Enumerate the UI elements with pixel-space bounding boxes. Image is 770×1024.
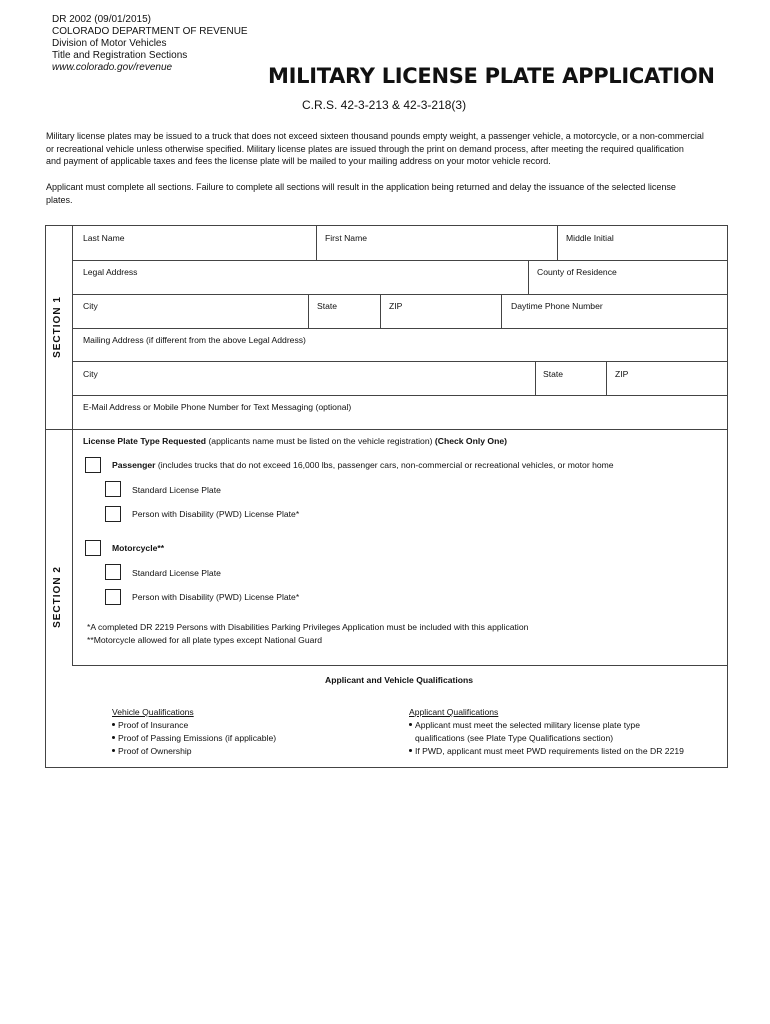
agency-header xyxy=(52,14,248,74)
passenger-checkbox[interactable] xyxy=(85,457,101,473)
column-divider xyxy=(316,225,317,260)
bullet-icon xyxy=(112,736,115,739)
passenger-label xyxy=(112,460,614,470)
column-divider xyxy=(535,361,536,395)
bullet-icon xyxy=(112,749,115,752)
row-divider xyxy=(72,260,728,261)
intro-paragraph xyxy=(46,130,726,168)
column-divider xyxy=(501,294,502,328)
applicant-qual-item-text: If PWD, applicant must meet PWD requirements listed on the DR 2219 xyxy=(415,746,684,756)
vehicle-qual-item xyxy=(112,733,276,743)
statute-reference: C.R.S. 42-3-213 & 42-3-218(3) xyxy=(302,98,467,112)
intro-line: and payment of applicable taxes and fees the license plate will be mailed to your mailing address on your motor vehicle record. xyxy=(46,156,551,166)
mailing-zip-field[interactable]: ZIP xyxy=(615,369,629,379)
application-form xyxy=(45,225,728,768)
zip-field[interactable]: ZIP xyxy=(389,301,403,311)
state-field[interactable]: State xyxy=(317,301,338,311)
row-divider xyxy=(72,328,728,329)
row-divider xyxy=(72,294,728,295)
qualifications-heading: Applicant and Vehicle Qualifications xyxy=(325,675,474,685)
department-name: COLORADO DEPARTMENT OF REVENUE xyxy=(52,26,248,37)
last-name-field[interactable]: Last Name xyxy=(83,233,125,243)
section-1-label: SECTION 1 xyxy=(52,296,63,358)
motorcycle-footnote: **Motorcycle allowed for all plate types except National Guard xyxy=(87,635,323,645)
vehicle-qualifications-title: Vehicle Qualifications xyxy=(112,707,194,717)
section-label-divider xyxy=(72,225,73,665)
city-field[interactable]: City xyxy=(83,301,98,311)
legal-address-field[interactable]: Legal Address xyxy=(83,267,138,277)
vehicle-qual-item xyxy=(112,746,192,756)
applicant-qual-item-text: Applicant must meet the selected military license plate type xyxy=(415,720,640,730)
bullet-icon xyxy=(409,749,412,752)
column-divider xyxy=(557,225,558,260)
section-2-label: SECTION 2 xyxy=(52,566,63,628)
applicant-qual-item xyxy=(409,746,684,756)
motorcycle-standard-label: Standard License Plate xyxy=(132,568,221,578)
middle-initial-field[interactable]: Middle Initial xyxy=(566,233,614,243)
county-field[interactable]: County of Residence xyxy=(537,267,617,277)
first-name-field[interactable]: First Name xyxy=(325,233,368,243)
passenger-standard-checkbox[interactable] xyxy=(105,481,121,497)
section-name: Title and Registration Sections xyxy=(52,50,188,61)
vehicle-qual-item-text: Proof of Insurance xyxy=(118,720,189,730)
row-divider xyxy=(72,361,728,362)
pwd-footnote: *A completed DR 2219 Persons with Disabilities Parking Privileges Application must be included with this application xyxy=(87,622,529,632)
plate-type-heading-bold: License Plate Type Requested xyxy=(83,436,207,446)
section-divider xyxy=(45,429,728,430)
applicant-qualifications-title: Applicant Qualifications xyxy=(409,707,499,717)
bullet-icon xyxy=(409,723,412,726)
passenger-description: (includes trucks that do not exceed 16,000 lbs, passenger cars, non-commercial or recreational vehicles, or motor home xyxy=(155,460,614,470)
vehicle-qual-item xyxy=(112,720,188,730)
motorcycle-pwd-checkbox[interactable] xyxy=(105,589,121,605)
mailing-city-field[interactable]: City xyxy=(83,369,98,379)
row-divider xyxy=(72,395,728,396)
website-link[interactable]: www.colorado.gov/revenue xyxy=(52,62,173,73)
column-divider xyxy=(308,294,309,328)
page-title: MILITARY LICENSE PLATE APPLICATION xyxy=(268,64,715,88)
applicant-qual-item-continued: qualifications (see Plate Type Qualifications section) xyxy=(415,733,614,743)
passenger-standard-label: Standard License Plate xyxy=(132,485,221,495)
instructions-paragraph xyxy=(46,181,726,206)
column-divider xyxy=(606,361,607,395)
bullet-icon xyxy=(112,723,115,726)
instructions-line: plates. xyxy=(46,194,73,205)
vehicle-qual-item-text: Proof of Passing Emissions (if applicable) xyxy=(118,733,277,743)
plate-type-heading-note: (applicants name must be listed on the vehicle registration) xyxy=(206,436,435,446)
column-divider xyxy=(380,294,381,328)
vehicle-qual-item-text: Proof of Ownership xyxy=(118,746,192,756)
mailing-address-field[interactable]: Mailing Address (if different from the above Legal Address) xyxy=(83,335,306,345)
passenger-pwd-label: Person with Disability (PWD) License Plate* xyxy=(132,509,300,519)
plate-type-heading xyxy=(83,436,507,446)
column-divider xyxy=(528,260,529,294)
motorcycle-label xyxy=(112,543,164,553)
row-divider xyxy=(72,665,728,666)
division-name: Division of Motor Vehicles xyxy=(52,38,167,49)
motorcycle-standard-checkbox[interactable] xyxy=(105,564,121,580)
passenger-label-bold: Passenger xyxy=(112,460,156,470)
motorcycle-checkbox[interactable] xyxy=(85,540,101,556)
applicant-qual-item xyxy=(409,720,640,730)
phone-field[interactable]: Daytime Phone Number xyxy=(511,301,603,311)
intro-line: or recreational vehicle unless otherwise specified. Military license plates are issued through the print on demand process, after meeting the required qualification xyxy=(46,143,684,154)
instructions-line: Applicant must complete all sections. Failure to complete all sections will result in the application being returned and delay the issuance of the selected license xyxy=(46,182,676,192)
email-field[interactable]: E-Mail Address or Mobile Phone Number for Text Messaging (optional) xyxy=(83,402,352,412)
passenger-pwd-checkbox[interactable] xyxy=(105,506,121,522)
intro-line: Military license plates may be issued to a truck that does not exceed sixteen thousand pounds empty weight, a passenger vehicle, a motorcycle, or a non-commercial xyxy=(46,131,704,141)
form-number: DR 2002 (09/01/2015) xyxy=(52,14,151,25)
check-only-one-note: (Check Only One) xyxy=(434,436,507,446)
motorcycle-pwd-label: Person with Disability (PWD) License Plate* xyxy=(132,592,300,602)
mailing-state-field[interactable]: State xyxy=(543,369,564,379)
motorcycle-label-bold: Motorcycle** xyxy=(112,543,165,553)
